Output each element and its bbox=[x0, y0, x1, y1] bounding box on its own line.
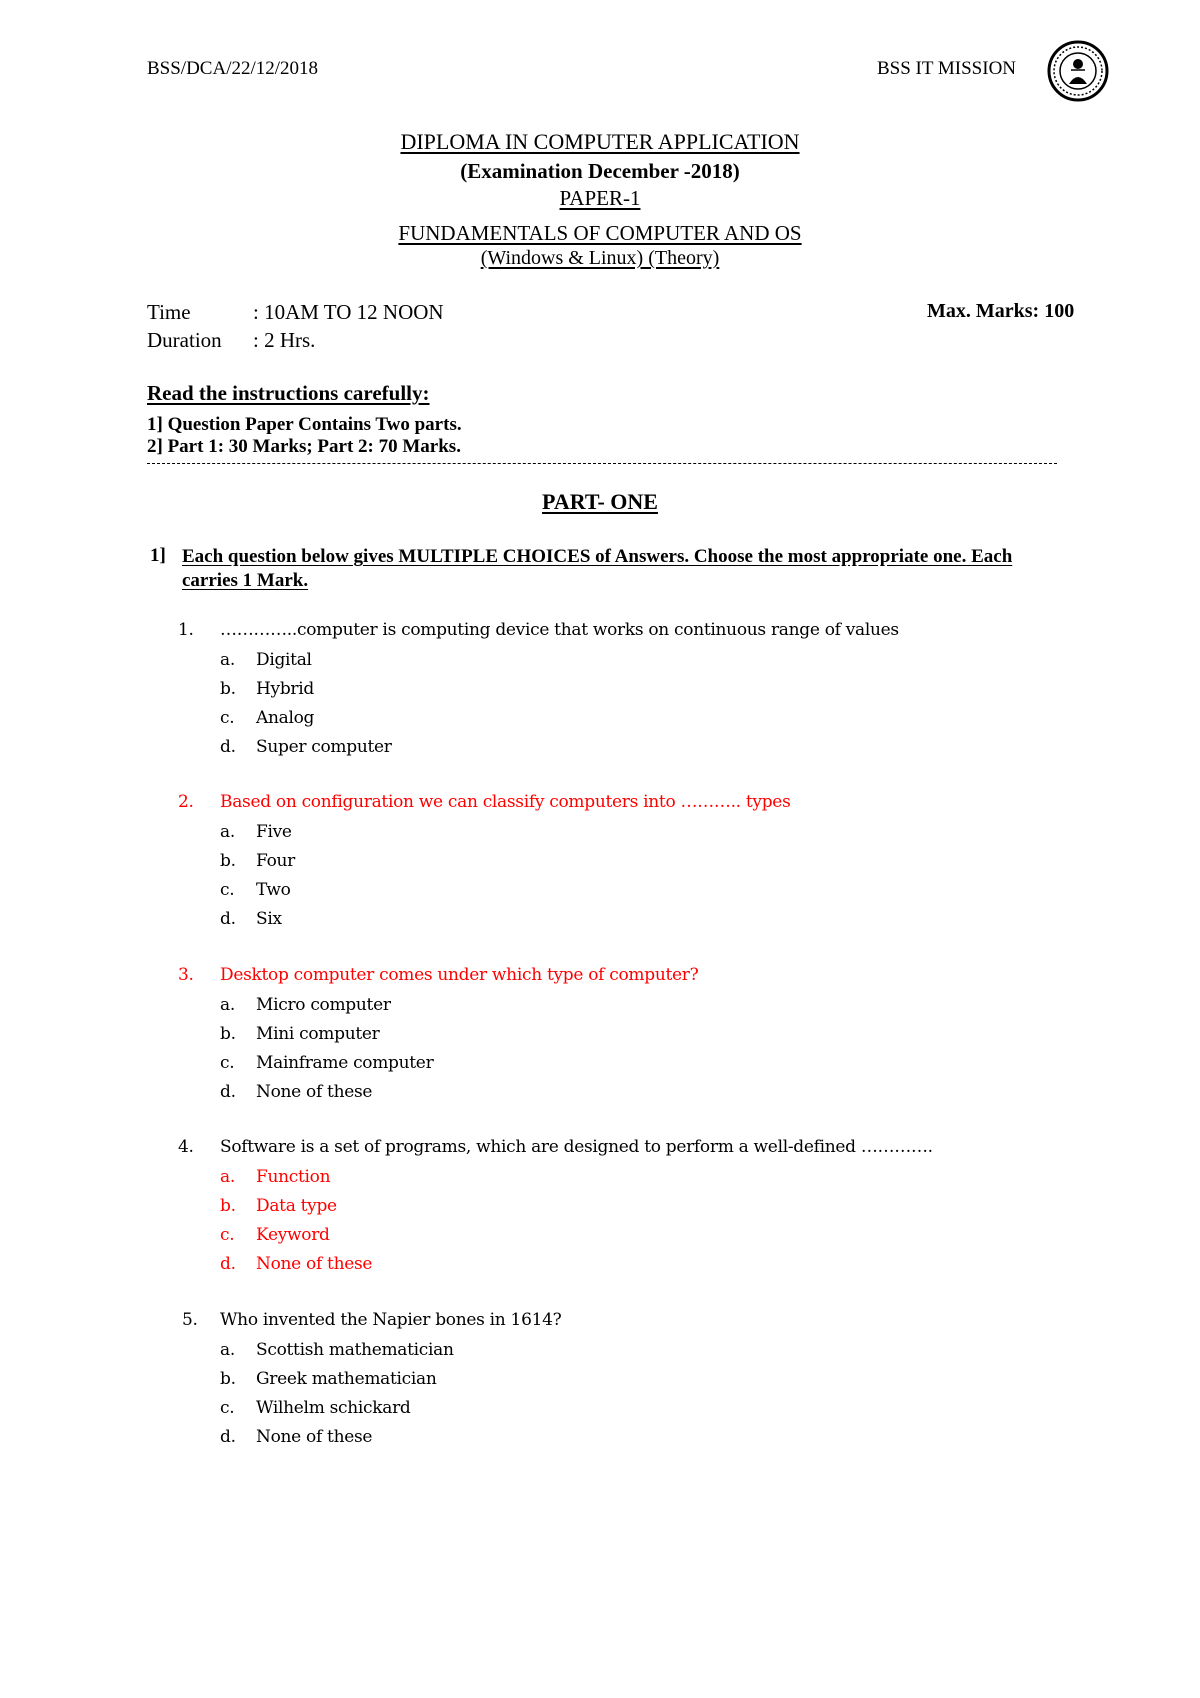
question-text: …………..computer is computing device that works on continuous range of values bbox=[220, 620, 899, 640]
option-letter: b. bbox=[220, 679, 236, 699]
option-letter: a. bbox=[220, 822, 235, 842]
option-text: Greek mathematician bbox=[256, 1369, 437, 1389]
option-letter: d. bbox=[220, 1254, 236, 1274]
section-number: 1] bbox=[150, 545, 166, 566]
option-text: Digital bbox=[256, 650, 312, 670]
option-letter: d. bbox=[220, 737, 236, 757]
instructions-heading: Read the instructions carefully: bbox=[147, 381, 430, 405]
course-title: DIPLOMA IN COMPUTER APPLICATION bbox=[400, 129, 800, 154]
question-text: Who invented the Napier bones in 1614? bbox=[220, 1310, 562, 1330]
option-letter: c. bbox=[220, 708, 235, 728]
subject-subtitle: (Windows & Linux) (Theory) bbox=[480, 247, 720, 269]
option-text: None of these bbox=[256, 1427, 373, 1447]
option-letter: d. bbox=[220, 1427, 236, 1447]
option-text: Two bbox=[256, 880, 291, 900]
question-number: 5. bbox=[182, 1310, 198, 1330]
option-text: Data type bbox=[256, 1196, 337, 1216]
option-letter: d. bbox=[220, 1082, 236, 1102]
duration-value: : 2 Hrs. bbox=[253, 328, 316, 352]
option-letter: b. bbox=[220, 1196, 236, 1216]
emblem-seal-icon bbox=[1047, 40, 1109, 102]
duration-label: Duration bbox=[147, 328, 222, 352]
time-value: : 10AM TO 12 NOON bbox=[253, 300, 444, 324]
dashed-divider bbox=[147, 463, 1057, 464]
option-letter: c. bbox=[220, 880, 235, 900]
question-number: 1. bbox=[178, 620, 194, 640]
question-text: Desktop computer comes under which type of computer? bbox=[220, 965, 699, 985]
paper-number: PAPER-1 bbox=[559, 186, 641, 210]
option-text: Four bbox=[256, 851, 295, 871]
section-instructions: Each question below gives MULTIPLE CHOICES of Answers. Choose the most appropriate one. Each carries 1 Mark. bbox=[182, 546, 1013, 591]
question-text: Based on configuration we can classify computers into ……….. types bbox=[220, 792, 791, 812]
option-text: None of these bbox=[256, 1254, 373, 1274]
option-letter: a. bbox=[220, 1167, 235, 1187]
organization-name: BSS IT MISSION bbox=[877, 58, 1017, 79]
option-letter: b. bbox=[220, 1024, 236, 1044]
option-text: Mainframe computer bbox=[256, 1053, 434, 1073]
option-text: Function bbox=[256, 1167, 331, 1187]
option-text: Super computer bbox=[256, 737, 392, 757]
exam-session: (Examination December -2018) bbox=[460, 159, 740, 183]
option-text: Hybrid bbox=[256, 679, 314, 699]
document-code: BSS/DCA/22/12/2018 bbox=[147, 58, 319, 79]
option-letter: c. bbox=[220, 1398, 235, 1418]
option-text: Mini computer bbox=[256, 1024, 380, 1044]
question-number: 4. bbox=[178, 1137, 194, 1157]
option-letter: c. bbox=[220, 1053, 235, 1073]
part-title: PART- ONE bbox=[542, 489, 658, 514]
option-letter: b. bbox=[220, 1369, 236, 1389]
question-number: 3. bbox=[178, 965, 194, 985]
option-letter: d. bbox=[220, 909, 236, 929]
instruction-item: 2] Part 1: 30 Marks; Part 2: 70 Marks. bbox=[147, 436, 461, 457]
question-number: 2. bbox=[178, 792, 194, 812]
subject-title: FUNDAMENTALS OF COMPUTER AND OS bbox=[398, 221, 802, 245]
option-text: Wilhelm schickard bbox=[256, 1398, 411, 1418]
option-text: Micro computer bbox=[256, 995, 391, 1015]
option-text: Five bbox=[256, 822, 292, 842]
option-letter: b. bbox=[220, 851, 236, 871]
time-label: Time bbox=[147, 300, 191, 324]
option-letter: c. bbox=[220, 1225, 235, 1245]
option-letter: a. bbox=[220, 995, 235, 1015]
max-marks: Max. Marks: 100 bbox=[927, 300, 1075, 322]
question-text: Software is a set of programs, which are designed to perform a well-defined …………. bbox=[220, 1137, 933, 1157]
option-text: Six bbox=[256, 909, 282, 929]
option-text: None of these bbox=[256, 1082, 373, 1102]
option-text: Keyword bbox=[256, 1225, 330, 1245]
option-text: Analog bbox=[256, 708, 315, 728]
option-letter: a. bbox=[220, 1340, 235, 1360]
option-letter: a. bbox=[220, 650, 235, 670]
instruction-item: 1] Question Paper Contains Two parts. bbox=[147, 414, 462, 435]
option-text: Scottish mathematician bbox=[256, 1340, 454, 1360]
